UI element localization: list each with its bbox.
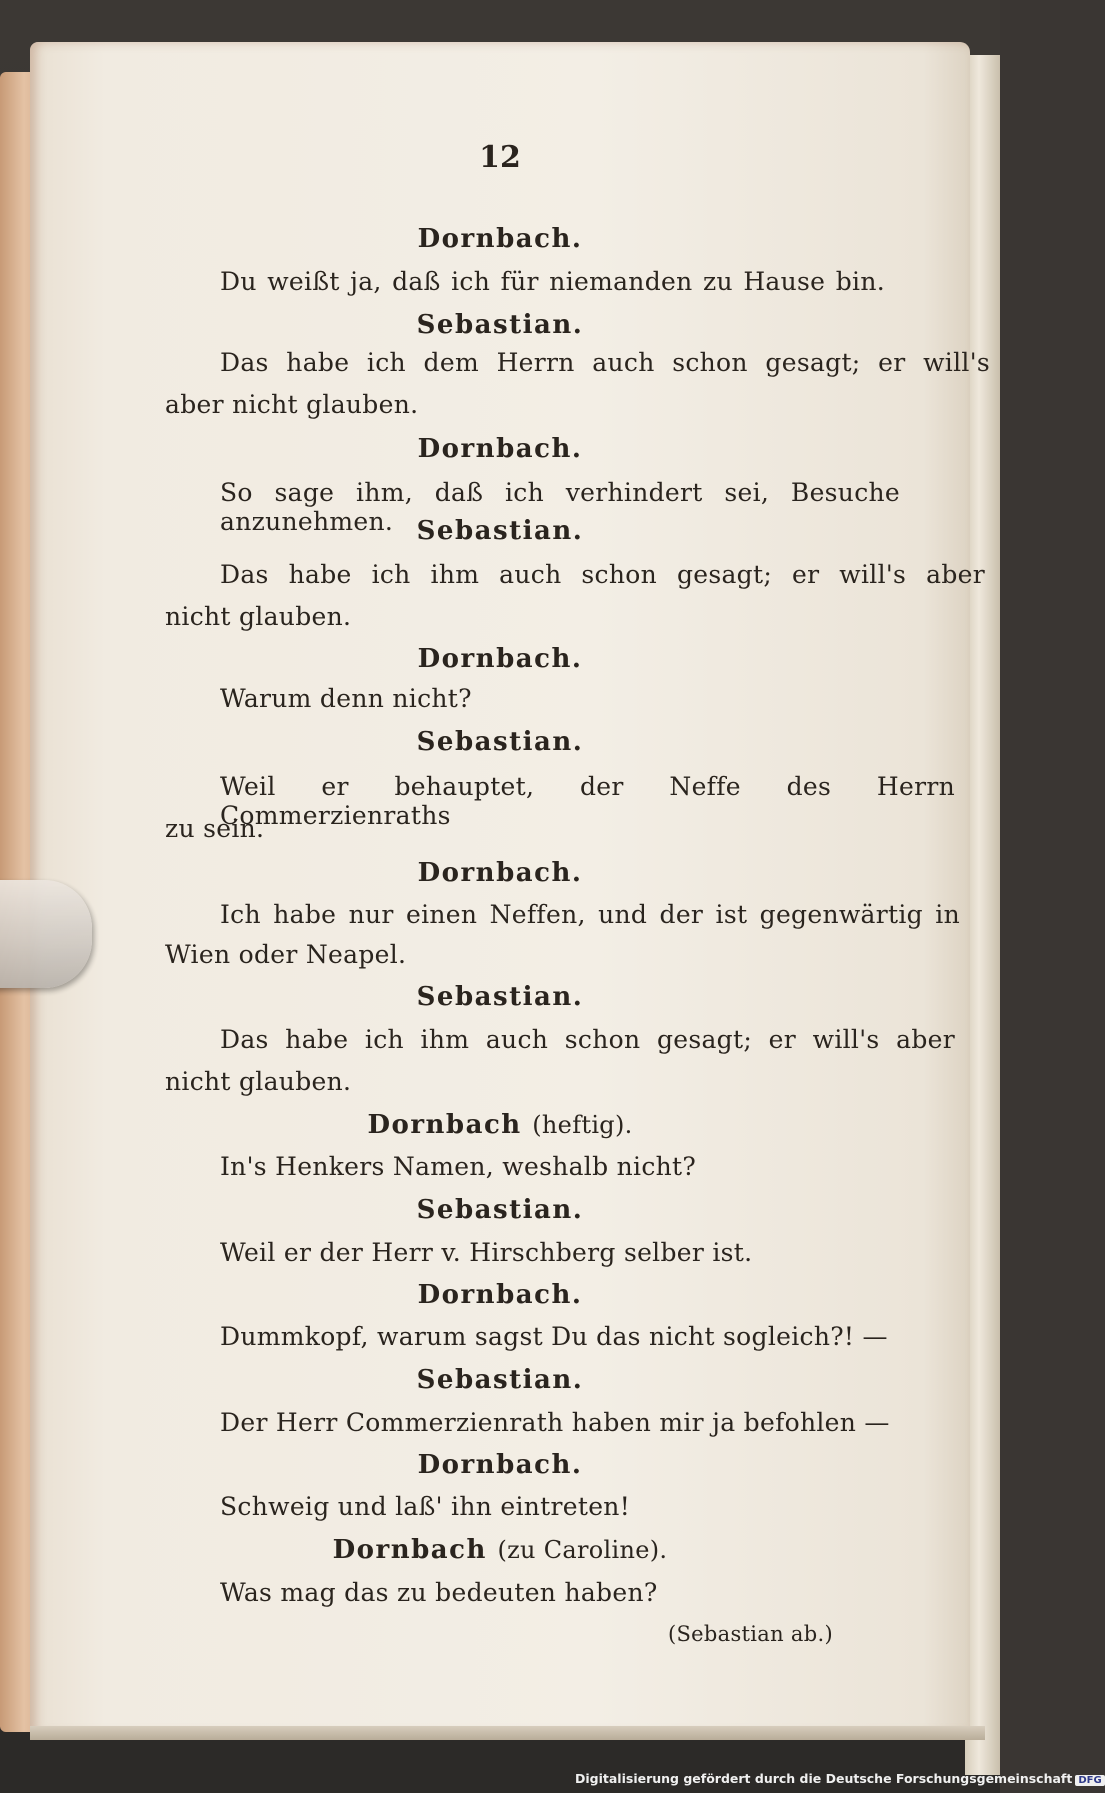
speaker-label: Dornbach. bbox=[417, 1450, 583, 1480]
speaker-name bbox=[0, 1195, 1000, 1225]
page-number: 12 bbox=[479, 140, 521, 175]
speaker-name bbox=[0, 1450, 1000, 1480]
dialog-line: Weil er behauptet, der Neffe des Herrn Commerzienraths bbox=[220, 772, 955, 830]
speaker-label: Sebastian. bbox=[416, 982, 584, 1012]
speaker-label: Sebastian. bbox=[416, 1365, 584, 1395]
dialog-line: Schweig und laß' ihn eintreten! bbox=[220, 1492, 631, 1521]
dialog-line: Das habe ich ihm auch schon gesagt; er will's aber bbox=[220, 560, 985, 589]
speaker-name bbox=[0, 310, 1000, 340]
dialog-line: Der Herr Commerzienrath haben mir ja befohlen — bbox=[220, 1408, 890, 1437]
dialog-line: Ich habe nur einen Neffen, und der ist gegenwärtig in bbox=[220, 900, 960, 929]
stage-direction: (zu Caroline). bbox=[497, 1536, 668, 1564]
speaker-name bbox=[0, 224, 1000, 254]
dialog-line: Du weißt ja, daß ich für niemanden zu Hause bin. bbox=[220, 267, 885, 296]
speaker-name bbox=[0, 1280, 1000, 1310]
speaker-label: Dornbach bbox=[332, 1535, 487, 1565]
dialog-line-continued: nicht glauben. bbox=[165, 602, 352, 631]
dialog-line: Das habe ich ihm auch schon gesagt; er will's aber bbox=[220, 1025, 955, 1054]
speaker-name bbox=[0, 1535, 1000, 1565]
speaker-label: Dornbach. bbox=[417, 858, 583, 888]
footer-text: Digitalisierung gefördert durch die Deutsche Forschungsgemeinschaft bbox=[575, 1771, 1073, 1786]
speaker-label: Dornbach. bbox=[417, 434, 583, 464]
dialog-line: In's Henkers Namen, weshalb nicht? bbox=[220, 1152, 697, 1181]
dialog-line-continued: Wien oder Neapel. bbox=[165, 940, 407, 969]
dfg-logo: DFG bbox=[1075, 1775, 1104, 1786]
dialog-line: Warum denn nicht? bbox=[220, 684, 472, 713]
speaker-name bbox=[0, 516, 1000, 546]
dialog-line-continued: aber nicht glauben. bbox=[165, 390, 419, 419]
dialog-line: So sage ihm, daß ich verhindert sei, Besuche anzunehmen. bbox=[220, 478, 900, 536]
speaker-label: Dornbach. bbox=[417, 224, 583, 254]
stage-direction-exit: (Sebastian ab.) bbox=[668, 1622, 833, 1646]
speaker-name bbox=[0, 982, 1000, 1012]
digitization-footer bbox=[575, 1771, 1105, 1786]
speaker-label: Sebastian. bbox=[416, 516, 584, 546]
speaker-name bbox=[0, 1110, 1000, 1140]
stage-direction: (heftig). bbox=[532, 1111, 633, 1139]
speaker-label: Dornbach bbox=[367, 1110, 522, 1140]
speaker-name bbox=[0, 644, 1000, 674]
dialog-line-continued: nicht glauben. bbox=[165, 1067, 352, 1096]
speaker-name bbox=[0, 1365, 1000, 1395]
speaker-label: Sebastian. bbox=[416, 1195, 584, 1225]
dialog-line-continued: zu sein. bbox=[165, 814, 265, 843]
speaker-label: Dornbach. bbox=[417, 1280, 583, 1310]
dialog-line: Dummkopf, warum sagst Du das nicht sogleich?! — bbox=[220, 1322, 888, 1351]
speaker-name bbox=[0, 858, 1000, 888]
speaker-label: Sebastian. bbox=[416, 727, 584, 757]
speaker-label: Dornbach. bbox=[417, 644, 583, 674]
dialog-line: Was mag das zu bedeuten haben? bbox=[220, 1578, 658, 1607]
dialog-line: Weil er der Herr v. Hirschberg selber ist. bbox=[220, 1238, 753, 1267]
dialog-line: Das habe ich dem Herrn auch schon gesagt; er will's bbox=[220, 348, 990, 377]
speaker-label: Sebastian. bbox=[416, 310, 584, 340]
speaker-name bbox=[0, 727, 1000, 757]
speaker-name bbox=[0, 434, 1000, 464]
